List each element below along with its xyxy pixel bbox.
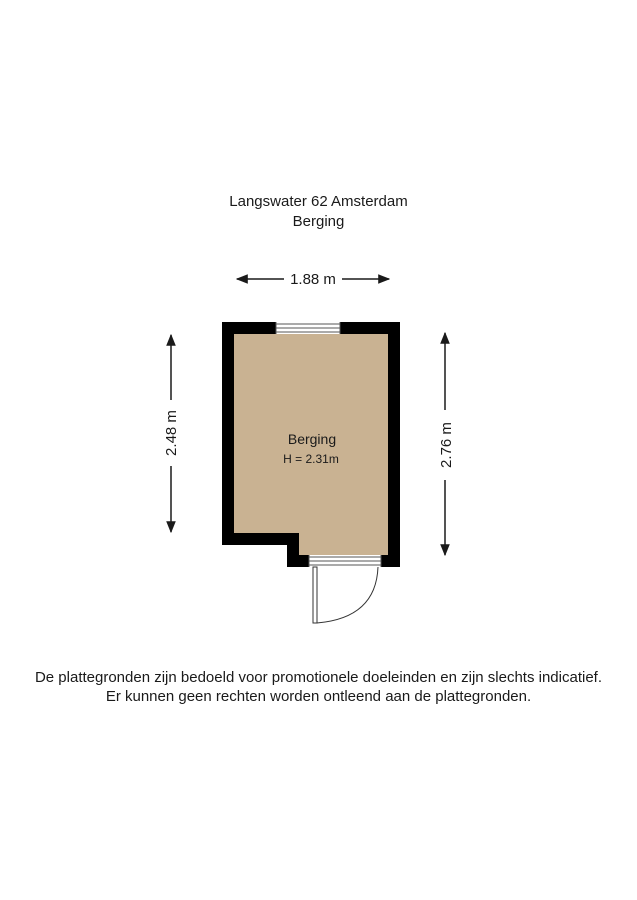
dimension-height-left-label: 2.48 m — [163, 410, 180, 456]
disclaimer-line-2: Er kunnen geen rechten worden ontleend aan de plattegronden. — [105, 688, 532, 705]
dimension-height-right — [438, 333, 455, 555]
door — [309, 555, 381, 623]
floor-title: Berging — [292, 213, 345, 230]
dimension-width — [237, 271, 389, 288]
dimension-height-right-label: 2.76 m — [438, 422, 455, 468]
room-height: H = 2.31m — [283, 452, 339, 466]
room-name: Berging — [287, 431, 337, 447]
disclaimer-line-1: De plattegronden zijn bedoeld voor promotionele doeleinden en zijn slechts indicatief. — [34, 669, 603, 686]
dimension-height-left — [163, 335, 180, 532]
window — [276, 322, 340, 334]
address-title: Langswater 62 Amsterdam — [229, 193, 408, 210]
dimension-width-label: 1.88 m — [290, 271, 336, 288]
